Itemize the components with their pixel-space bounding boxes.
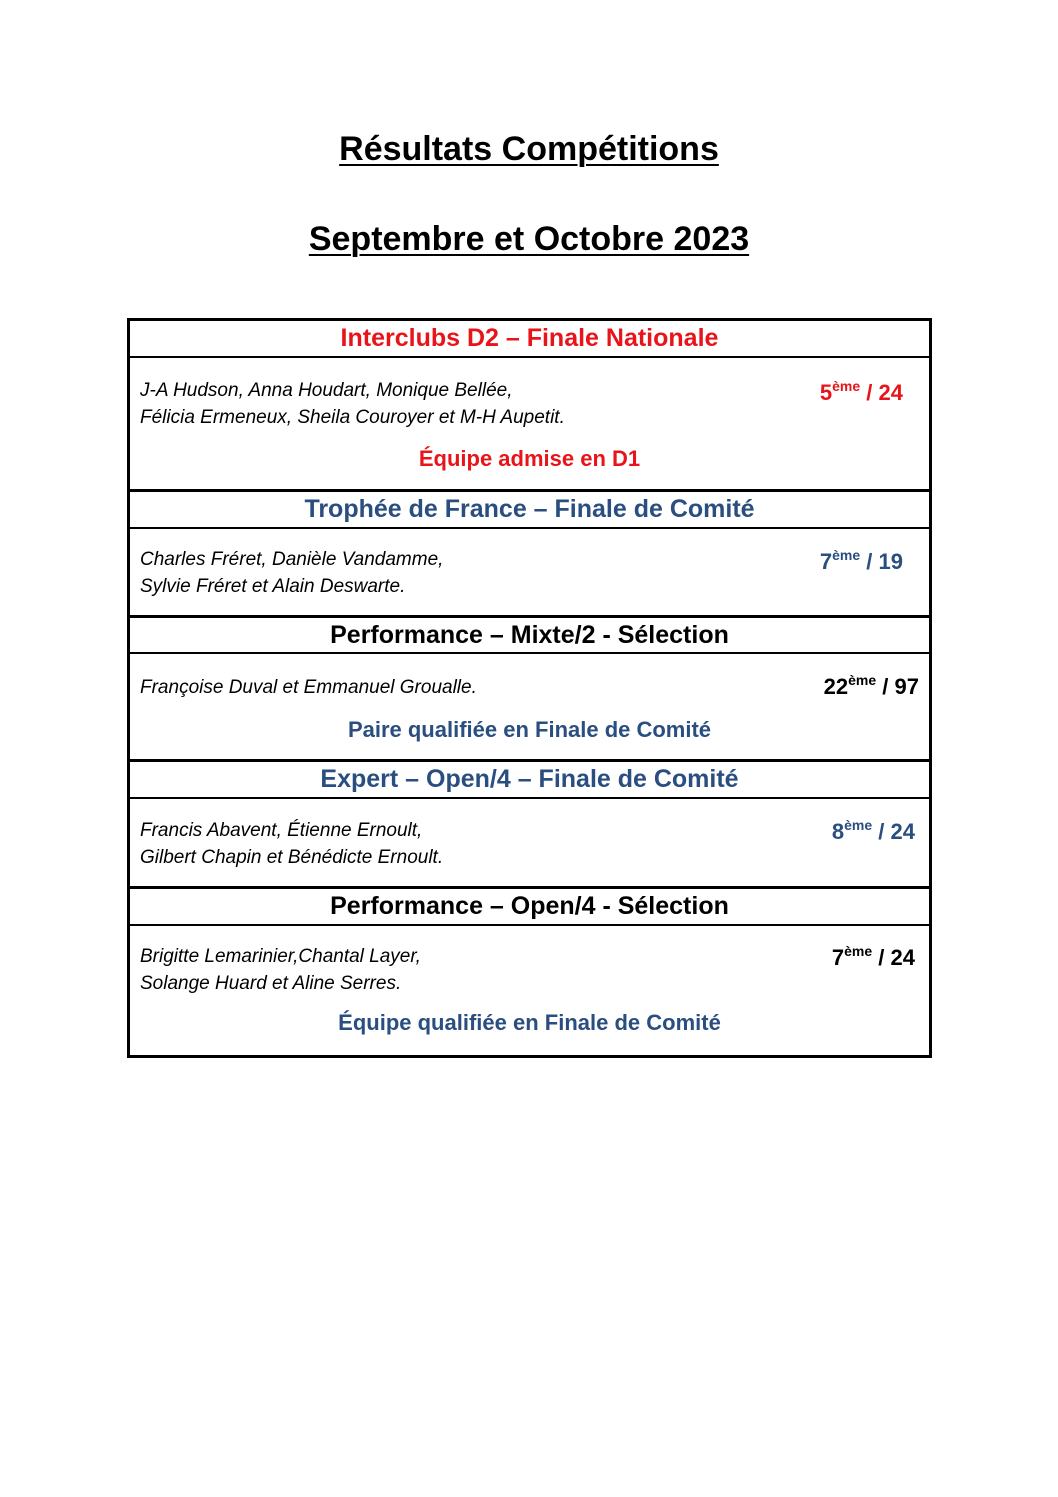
ranking (832, 943, 915, 971)
rank-suffix: ème (832, 547, 861, 563)
team-names-line: Sylvie Fréret et Alain Deswarte. (140, 576, 406, 597)
rank-total: / 97 (882, 674, 919, 699)
section-body-performance-mixte (130, 654, 929, 762)
section-note: Paire qualifiée en Finale de Comité (347, 717, 712, 742)
rank-suffix: ème (844, 817, 873, 833)
team-names-line: Françoise Duval et Emmanuel Groualle. (140, 677, 477, 698)
rank-place: 8 (831, 819, 845, 844)
team-names-line: Félicia Ermeneux, Sheila Couroyer et M-H Aupetit. (140, 407, 565, 428)
team-names-line: Francis Abavent, Étienne Ernoult, (140, 820, 423, 841)
rank-total: / 24 (878, 945, 915, 970)
section-note: Équipe qualifiée en Finale de Comité (338, 1010, 721, 1035)
rank-suffix: ème (848, 672, 877, 688)
team-names-line: Brigitte Lemarinier,Chantal Layer, (140, 946, 421, 967)
page-subtitle: Septembre et Octobre 2023 (308, 220, 750, 258)
rank-suffix: ème (844, 943, 873, 959)
team-names (140, 943, 421, 997)
section-note: Équipe admise en D1 (418, 446, 641, 471)
section-heading-expert: Expert – Open/4 – Finale de Comité (130, 762, 929, 799)
team-names (140, 817, 443, 871)
rank-place: 5 (819, 380, 833, 405)
ranking (832, 817, 915, 845)
ranking (820, 547, 903, 575)
page-title: Résultats Compétitions (339, 130, 719, 168)
ranking (824, 672, 919, 700)
results-table (127, 318, 932, 1058)
section-body-interclubs (130, 358, 929, 492)
team-names (140, 377, 565, 431)
rank-total: / 24 (866, 380, 903, 405)
rank-total: / 19 (866, 549, 903, 574)
rank-suffix: ème (832, 378, 861, 394)
section-heading-performance-open: Performance – Open/4 - Sélection (130, 889, 929, 926)
team-names-line: Charles Fréret, Danièle Vandamme, (140, 549, 444, 570)
section-body-performance-open (130, 926, 929, 1055)
ranking (820, 378, 903, 406)
team-names (140, 674, 477, 701)
team-names-line: J-A Hudson, Anna Houdart, Monique Bellée, (140, 380, 513, 401)
section-heading-performance-mixte: Performance – Mixte/2 - Sélection (130, 618, 929, 654)
team-names (140, 546, 443, 600)
section-heading-trophee: Trophée de France – Finale de Comité (130, 492, 929, 529)
team-names-line: Solange Huard et Aline Serres. (140, 973, 402, 994)
team-names-line: Gilbert Chapin et Bénédicte Ernoult. (140, 847, 444, 868)
rank-place: 22 (823, 674, 849, 699)
section-body-expert (130, 799, 929, 889)
section-body-trophee (130, 529, 929, 618)
rank-total: / 24 (878, 819, 915, 844)
rank-place: 7 (819, 549, 833, 574)
rank-place: 7 (831, 945, 845, 970)
section-heading-interclubs: Interclubs D2 – Finale Nationale (130, 321, 929, 358)
